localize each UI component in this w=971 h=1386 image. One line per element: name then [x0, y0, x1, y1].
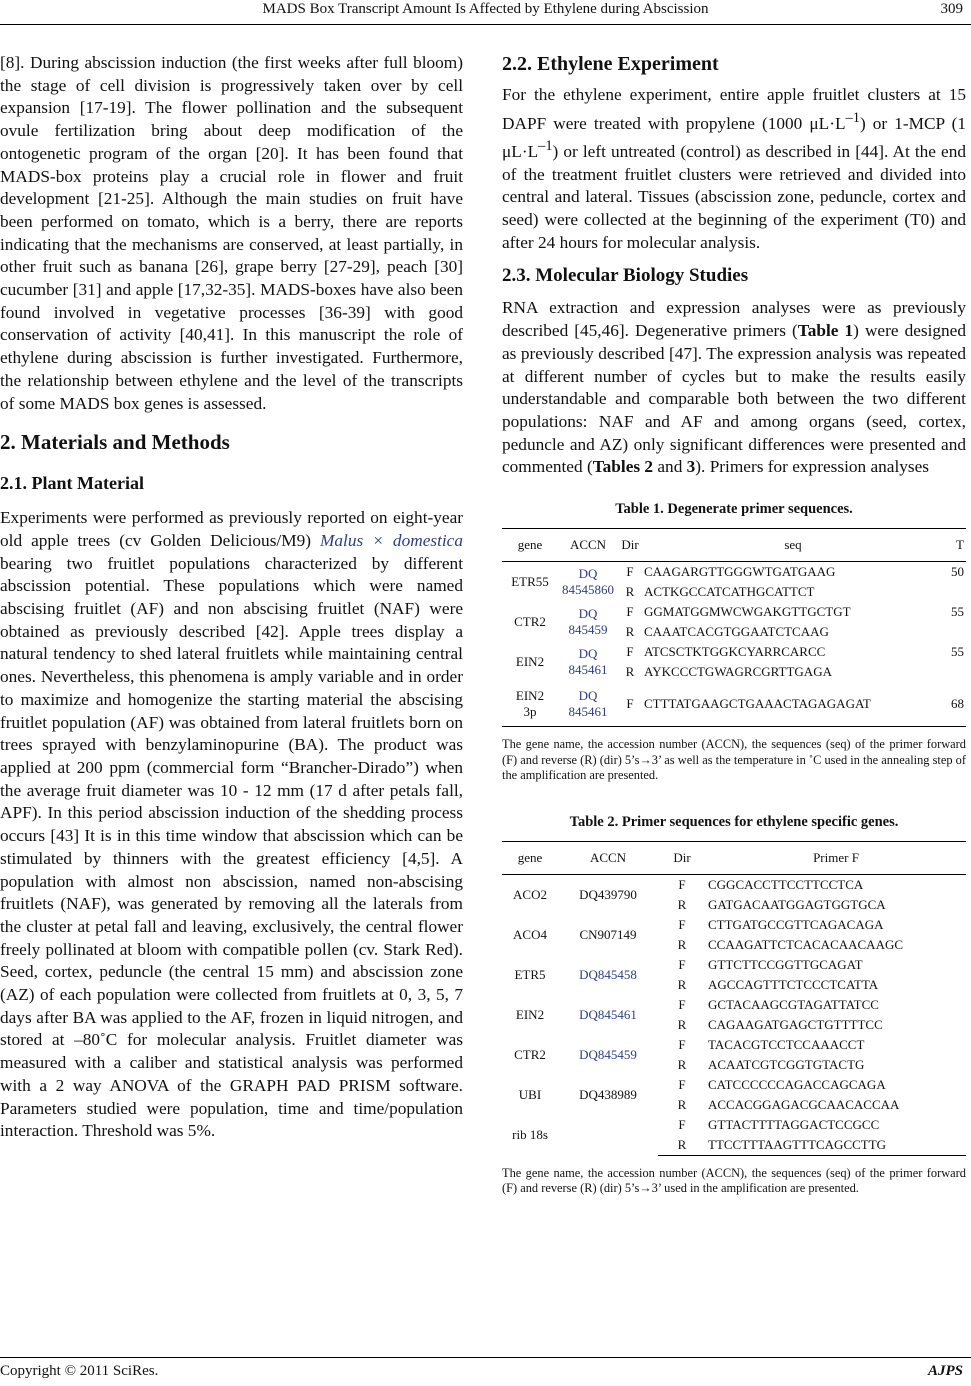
t2-dir: F [678, 956, 686, 972]
table-row [502, 955, 966, 975]
t2-dir: R [677, 1016, 687, 1032]
table2-note: The gene name, the accession number (ACCN), the sequences (seq) of the primer forward (F) and reverse (R) (dir) 5’s→3’ used in the amplification are presented. [502, 1165, 966, 1196]
table1-caption: Table 1. Degenerate primer sequences. [615, 501, 853, 518]
table1-ref: Table 1 [797, 321, 854, 341]
table2-header-row [502, 841, 966, 874]
table1-note: The gene name, the accession number (ACCN), the sequences (seq) of the primer forward (F) and reverse (R) (dir) 5’s→3’ as well as the temperature in ˚C used in the annealing step of the amplification are presented. [502, 737, 966, 783]
t2-dir: F [678, 1036, 686, 1052]
copyright: Copyright © 2011 SciRes. [0, 1363, 159, 1379]
table1-header-row [502, 529, 966, 562]
t1-seq: ATCSCTKTGGKCYARRCARCC [644, 644, 826, 660]
t1-seq: CTTTATGAAGCTGAAACTAGAGAGAT [642, 682, 944, 727]
running-header [0, 0, 971, 28]
t1-temp: 68 [944, 682, 966, 727]
table-row [502, 1035, 966, 1055]
t1-temp: 50 [951, 564, 964, 580]
t1-gene: EIN2 [515, 654, 545, 670]
eth-text-b: ) or 1-MCP (1 μL·L [502, 113, 967, 161]
table-row [502, 995, 966, 1015]
t1-dir: F [626, 564, 634, 580]
table3-ref: 3 [686, 457, 696, 477]
t1-seq: AYKCCCTGWAGRCGRTTGAGA [644, 664, 832, 680]
t1-dir: R [625, 584, 635, 600]
t1-dir: R [625, 624, 635, 640]
t1-dir: F [618, 682, 642, 727]
t2-col-gene: gene [502, 841, 558, 874]
t2-dir: F [678, 876, 686, 892]
mol-text-b: ) were designed as previously described [47]. The expression analysis was repeated at different number of cycles but to make the results easily understandable and comparable both between the two different populations: NAF and AF and among organs (seed, cortex, peduncle and AZ) only significant differences were presented and commented ( [502, 321, 966, 477]
mol-and: and [653, 457, 687, 477]
t2-dir: R [677, 1096, 687, 1112]
t2-dir: F [678, 1076, 686, 1092]
eth-sup-b: –1 [538, 138, 553, 155]
t1-temp: 55 [951, 644, 964, 660]
section-heading-materials: 2. Materials and Methods [0, 430, 230, 455]
t2-seq: GATGACAATGGAGTGGTGCA [708, 896, 886, 912]
table-row [502, 642, 966, 662]
table-row [502, 682, 966, 727]
footer-rule [0, 1357, 971, 1358]
ethylene-paragraph [502, 84, 966, 254]
table2 [502, 841, 966, 1156]
t1-col-seq: seq [642, 529, 944, 562]
t1-col-dir: Dir [618, 529, 642, 562]
t2-col-primer: Primer F [706, 841, 966, 874]
t1-col-t: T [944, 529, 966, 562]
t1-seq: CAAATCACGTGGAATCTCAAG [644, 624, 829, 640]
t2-seq: TACACGTCCTCCAAACCT [708, 1036, 865, 1052]
t1-seq: CAAGARGTTGGGWTGATGAAG [644, 564, 836, 580]
t2-dir: R [658, 1135, 706, 1156]
t2-accn: DQ845459 [579, 1046, 637, 1062]
t2-accn: DQ845461 [579, 1006, 637, 1022]
t1-seq: GGMATGGMWCWGAKGTTGCTGT [644, 604, 851, 620]
t2-dir: R [677, 936, 687, 952]
t2-seq: TTCCTTTAAGTTTCAGCCTTG [706, 1135, 966, 1156]
intro-paragraph: [8]. During abscission induction (the first weeks after full bloom) the stage of cell division is progressively taken over by cell expansion [17-19]. The flower pollination and the subsequent ovule fertilization bring about deep modification of the ontogenetic program of the organ [20]. It has been found that MADS-box proteins play a crucial role in flower and fruit development [21-25]. Although the main studies on fruit have been performed on tomato, which is a berry, there are reports indicating that the mechanisms are conserved, at least partially, in other fruit such as banana [26], grape berry [27-29], peach [30] cucumber [31] and apple [17,32-35]. MADS-boxes have also been found involved in vegetative processes [36-39] with good conservation of activity [40,41]. In this manuscript the role of ethylene during abscission is further investigated. Furthermore, the relationship between ethylene and the level of the transcripts of some MADS box genes is assessed. [0, 53, 463, 413]
eth-text-c: ) or left untreated (control) as described in [44]. At the end of the treatment fruitlet clusters were retrieved and divided into central and lateral. Tissues (abscission zone, peduncle, cortex and seed) were collected at the beginning of the experiment (T0) and after 24 hours for molecular analysis. [502, 141, 966, 252]
t2-gene: ACO2 [513, 886, 547, 902]
table-row [502, 915, 966, 935]
left-column [0, 52, 463, 1143]
t2-seq: GCTACAAGCGTAGATTATCC [708, 996, 879, 1012]
t2-seq: AGCCAGTTTCTCCCTCATTA [708, 976, 879, 992]
t2-gene: EIN2 [515, 1006, 545, 1022]
eth-sup-a: –1 [845, 109, 860, 126]
t2-accn: DQ845458 [579, 966, 637, 982]
header-rule [0, 24, 971, 25]
t1-col-accn: ACCN [558, 529, 618, 562]
t1-gene: CTR2 [514, 614, 546, 630]
table-row [502, 1115, 966, 1135]
t2-accn: CN907149 [579, 926, 637, 942]
t2-dir: R [677, 896, 687, 912]
journal-name: AJPS [927, 1363, 963, 1379]
species-name: Malus × domestica [320, 530, 463, 550]
t1-temp: 55 [951, 604, 964, 620]
t1-gene: EIN2 3p [502, 682, 558, 727]
t2-seq: CTTGATGCCGTTCAGACAGA [708, 916, 884, 932]
t1-dir: R [625, 664, 635, 680]
table2-ref: Tables 2 [592, 457, 654, 477]
t1-accn: DQ 84545860 [562, 566, 614, 598]
table2-caption: Table 2. Primer sequences for ethylene specific genes. [569, 813, 899, 830]
t2-dir: F [678, 916, 686, 932]
t2-seq: CCAAGATTCTCACACAACAAGC [708, 936, 904, 952]
t2-seq: CATCCCCCCAGACCAGCAGA [708, 1076, 886, 1092]
t2-seq: ACAATCGTCGGTGTACTG [708, 1056, 865, 1072]
t1-accn: DQ 845459 [568, 606, 608, 638]
table-row [502, 562, 966, 583]
plant-text-b: bearing two fruitlet populations characterized by different abscission potential. These populations which were named abscising fruitlet (AF) and non abscising fruitlet (NAF) were obtained as previously described [42]. Apple trees display a natural tendency to shed lateral fruitlets while maintaining central ones. Nevertheless, this phenomena is amply variable and in order to maximize and homogenize the starting material the abscising fruitlet population (AF) was obtained from lateral fruitlets born on trees sprayed with benzylaminopurine (BA). The product was applied at 200 ppm (commercial form “Brancher-Dirado”) when the average fruit diameter was 10 - 12 mm (17 d after petals fall, APF). In this period abscission induction of the shedding process occurs [43] It is in this time window that abscission which can be stimulated by thinners with the greatest efficiency [4,5]. A population with almost non abscission, named non-abscising fruitlets (NAF), was generated by removing all the laterals from the cluster at petal fall and leaving, exclusively, the central flower freely pollinated at bloom with compatible pollen (cv. Stark Red). Seed, cortex, peduncle (the central 15 mm) and abscission zone (AZ) of each population were collected from fruitlets at 0, 3, 5, 7 days after BA was applied to the AF, frozen in liquid nitrogen, and stored at –80˚C for molecular analysis. Fruitlet diameter was measured with a caliber and statistical analysis was performed with a 2 way ANOVA of the GRAPH PAD PRISM software. Parameters studied were population, time and time/population interaction. Threshold was 5%. [0, 553, 463, 1141]
table-row [502, 874, 966, 895]
t2-gene: ACO4 [513, 926, 547, 942]
t1-accn: DQ 845461 [558, 682, 618, 727]
t2-col-accn: ACCN [558, 841, 658, 874]
t2-seq: CGGCACCTTCCTTCCTCA [708, 876, 864, 892]
subsection-heading-molecular: 2.3. Molecular Biology Studies [502, 265, 749, 287]
t1-dir: F [626, 604, 634, 620]
page-number: 309 [940, 1, 963, 17]
t2-dir: R [677, 976, 687, 992]
plant-text-a: Experiments were performed as previously reported on eight-year old apple trees (cv Golden Delicious/M9) [0, 508, 463, 550]
eth-text-a: For the ethylene experiment, entire apple fruitlet clusters at 15 DAPF were treated with propylene (1000 μL·L [502, 85, 966, 133]
t1-seq: ACTKGCCATCATHGCATTCT [644, 584, 815, 600]
t2-accn: DQ438989 [579, 1086, 637, 1102]
t2-col-dir: Dir [658, 841, 706, 874]
header-title: MADS Box Transcript Amount Is Affected by Ethylene during Abscission [262, 1, 709, 17]
t2-accn: DQ439790 [579, 886, 637, 902]
table1 [502, 528, 966, 727]
t2-gene: UBI [518, 1086, 542, 1102]
t2-dir: R [677, 1056, 687, 1072]
t2-seq: GTTACTTTTAGGACTCCGCC [708, 1116, 880, 1132]
t2-accn [558, 1115, 658, 1156]
right-column [502, 52, 966, 1197]
molecular-paragraph [502, 297, 966, 479]
mol-text-c: ). Primers for expression analyses [695, 457, 930, 477]
t2-gene: ETR5 [514, 966, 546, 982]
t2-dir: F [678, 996, 686, 1012]
t2-seq: CAGAAGATGAGCTGTTTTCC [708, 1016, 883, 1032]
t2-seq: GTTCTTCCGGTTGCAGAT [708, 956, 863, 972]
subsection-heading-ethylene: 2.2. Ethylene Experiment [502, 53, 719, 75]
plant-material-paragraph [0, 507, 463, 1143]
t2-gene: rib 18s [512, 1126, 548, 1142]
subsection-heading-plant-material: 2.1. Plant Material [0, 473, 144, 494]
t2-dir: F [678, 1116, 686, 1132]
t1-col-gene: gene [502, 529, 558, 562]
t2-gene: CTR2 [514, 1046, 546, 1062]
mol-text-a: RNA extraction and expression analyses were as previously described [45,46]. Degenerative primers ( [502, 298, 966, 341]
table-row [502, 1075, 966, 1095]
t1-accn: DQ 845461 [568, 646, 608, 678]
t1-dir: F [626, 644, 634, 660]
table-row [502, 602, 966, 622]
t1-gene: ETR55 [511, 574, 549, 590]
t2-seq: ACCACGGAGACGCAACACCAA [708, 1096, 900, 1112]
